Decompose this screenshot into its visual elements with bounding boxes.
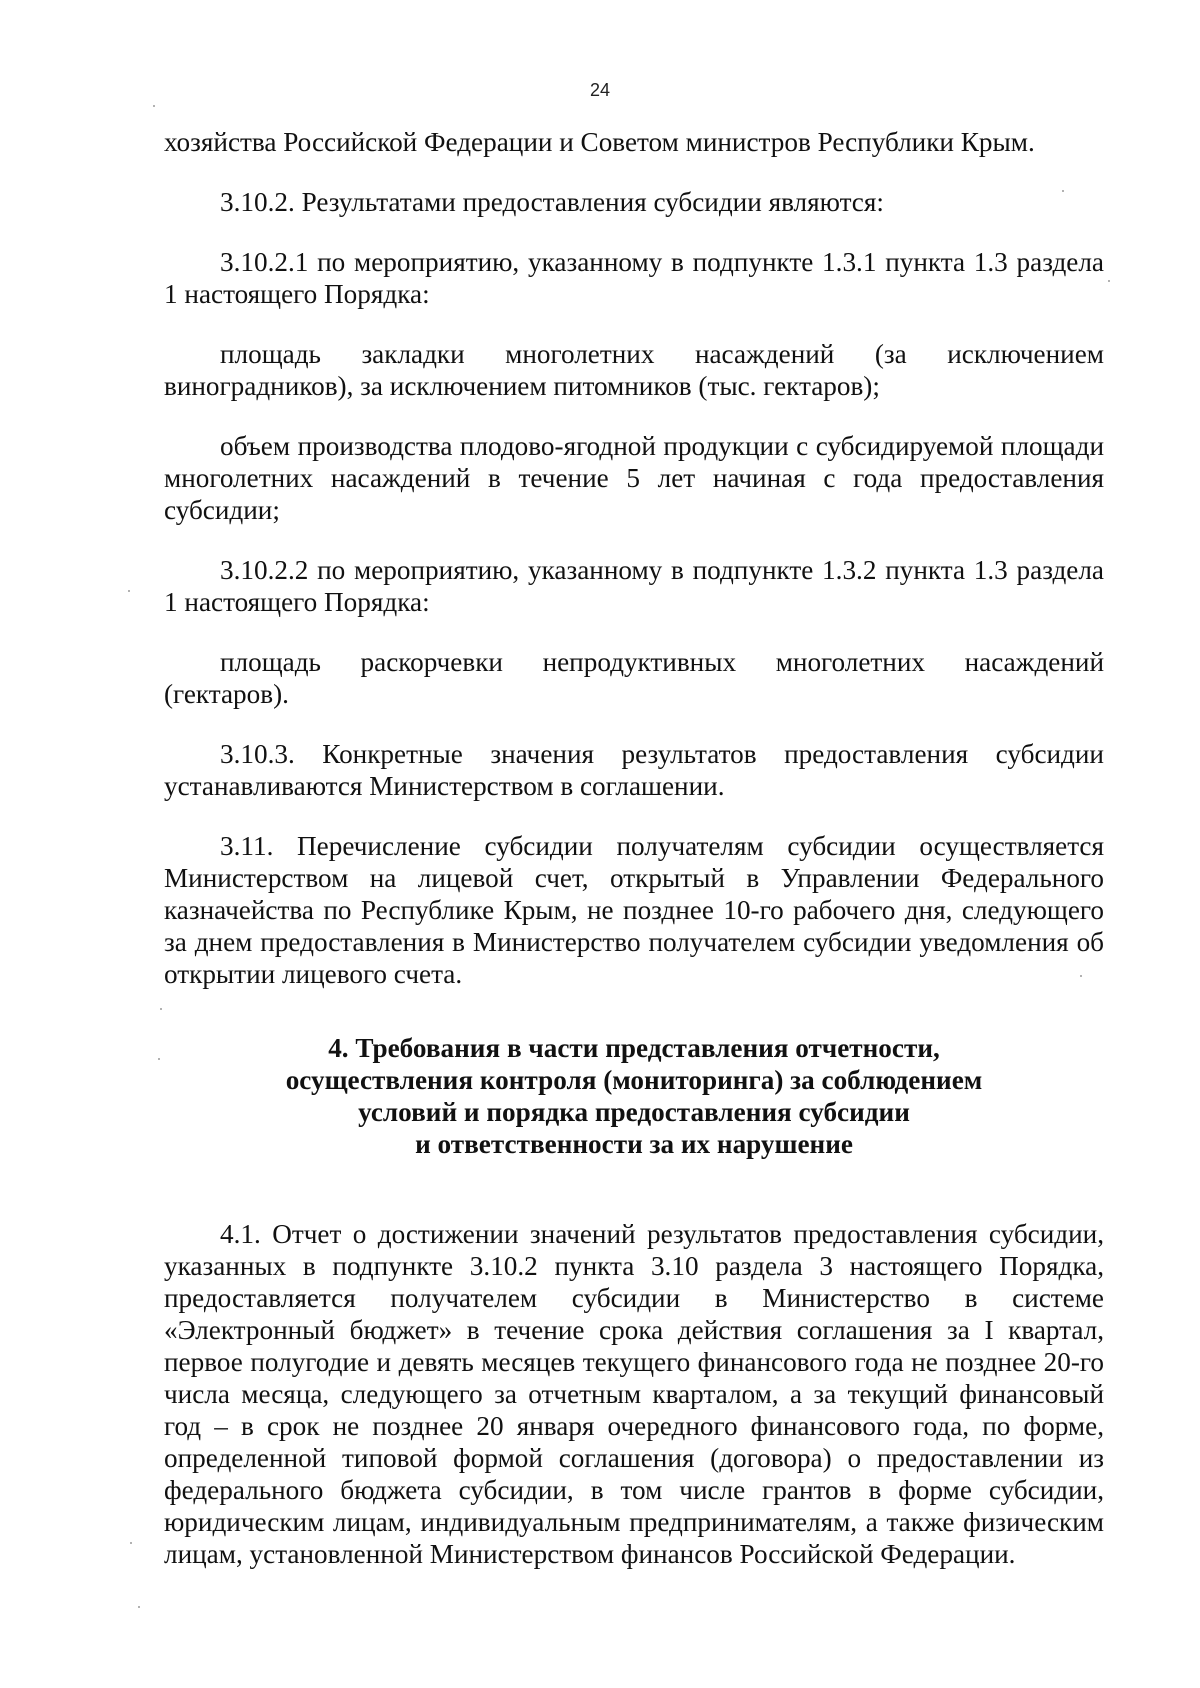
scan-speck: [1080, 975, 1082, 977]
paragraph-continuation: хозяйства Российской Федерации и Советом министров Республики Крым.: [164, 127, 1035, 157]
scan-speck: [153, 105, 155, 107]
paragraph-uprooting-area: площадь раскорчевки непродуктивных многолетних насаждений (гектаров).: [164, 647, 1104, 709]
section-heading-line: условий и порядка предоставления субсидии: [358, 1097, 910, 1127]
document-body: [164, 126, 1104, 1570]
paragraph-planting-area: площадь закладки многолетних насаждений (за исключением виноградников), за исключением питомников (тыс. гектаров);: [164, 339, 1104, 401]
paragraph-4-1: 4.1. Отчет о достижении значений результатов предоставления субсидии, указанных в подпункте 3.10.2 пункта 3.10 раздела 3 настоящего Порядка, предоставляется получателем субсидии в Министерство в системе «Электронный бюджет» в течение срока действия соглашения за I квартал, первое полугодие и девять месяцев текущего финансового года не позднее 20-го числа месяца, следующего за отчетным кварталом, а за текущий финансовый год – в срок не позднее 20 января очередного финансового года, по форме, определенной типовой формой соглашения (договора) о предоставлении из федерального бюджета субсидии, в том числе грантов в форме субсидии, юридическим лицам, индивидуальным предпринимателям, а также физическим лицам, установленной Министерством финансов Российской Федерации.: [164, 1219, 1104, 1569]
scan-speck: [138, 1606, 140, 1608]
paragraph-3-10-2-1: 3.10.2.1 по мероприятию, указанному в подпункте 1.3.1 пункта 1.3 раздела 1 настоящего Порядка:: [164, 247, 1104, 309]
paragraph-3-10-2-2: 3.10.2.2 по мероприятию, указанному в подпункте 1.3.2 пункта 1.3 раздела 1 настоящего Порядка:: [164, 555, 1104, 617]
scan-speck: [1062, 190, 1064, 192]
page-number: 24: [589, 80, 611, 100]
paragraph-3-11: 3.11. Перечисление субсидии получателям субсидии осуществляется Министерством на лицевой счет, открытый в Управлении Федерального казначейства по Республике Крым, не позднее 10-го рабочего дня, следующего за днем предоставления в Министерство получателем субсидии уведомления об открытии лицевого счета.: [164, 831, 1104, 989]
paragraph-3-10-3: 3.10.3. Конкретные значения результатов предоставления субсидии устанавливаются Министерством в соглашении.: [164, 739, 1104, 801]
scan-speck: [160, 1008, 162, 1010]
scan-speck: [158, 1058, 160, 1060]
scan-speck: [1108, 280, 1110, 282]
section-heading-line: осуществления контроля (мониторинга) за соблюдением: [285, 1065, 983, 1095]
paragraph-production-volume: объем производства плодово-ягодной продукции с субсидируемой площади многолетних насаждений в течение 5 лет начиная с года предоставления субсидии;: [164, 431, 1104, 525]
section-heading-line: 4. Требования в части представления отчетности,: [328, 1033, 940, 1063]
scan-speck: [130, 1542, 132, 1544]
scan-speck: [128, 590, 130, 592]
section-heading-line: и ответственности за их нарушение: [415, 1129, 853, 1159]
section-heading: [164, 1032, 1104, 1160]
paragraph-3-10-2: 3.10.2. Результатами предоставления субсидии являются:: [220, 187, 884, 217]
